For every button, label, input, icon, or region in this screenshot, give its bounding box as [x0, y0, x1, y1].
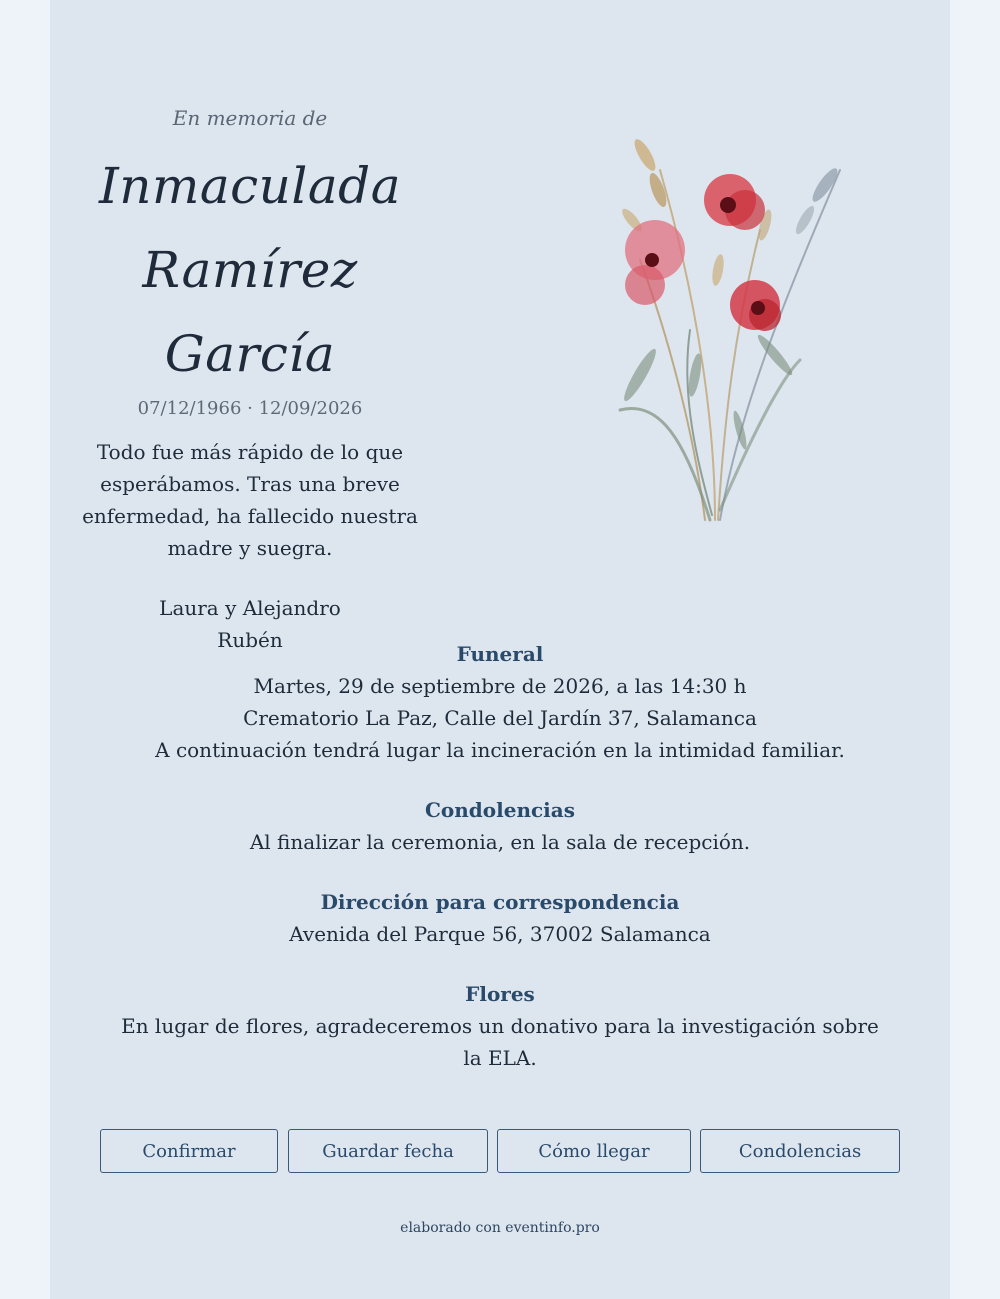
flowers-section — [50, 978, 950, 1074]
confirm-button[interactable]: Confirmar — [100, 1129, 278, 1173]
mailing-address-section — [50, 886, 950, 950]
funeral-date: Martes, 29 de septiembre de 2026, a las 14:30 h — [253, 674, 747, 698]
funeral-title: Funeral — [456, 642, 544, 666]
event-details — [50, 638, 950, 1102]
poppy-flowers — [625, 174, 781, 331]
memorial-intro — [50, 100, 450, 656]
signer-line: Rubén — [217, 628, 283, 652]
flowers-title: Flores — [465, 982, 535, 1006]
funeral-section — [50, 638, 950, 766]
funeral-note: A continuación tendrá lugar la incineración en la intimidad familiar. — [155, 738, 845, 762]
funeral-location: Crematorio La Paz, Calle del Jardín 37, Salamanca — [243, 706, 757, 730]
action-buttons — [100, 1129, 900, 1175]
family-message: Todo fue más rápido de lo que esperábamos. Tras una breve enfermedad, ha fallecido nuestra madre y suegra. — [82, 440, 418, 560]
flowers-info: En lugar de flores, agradeceremos un donativo para la investigación sobre la ELA. — [121, 1014, 879, 1070]
green-leaves — [620, 332, 796, 450]
save-date-button[interactable]: Guardar fecha — [288, 1129, 488, 1173]
signer-line: Laura y Alejandro — [159, 596, 341, 620]
flower-bouquet-illustration — [600, 110, 870, 530]
in-memory-label: En memoria de — [172, 106, 328, 130]
condolences-info: Al finalizar la ceremonia, en la sala de recepción. — [249, 830, 751, 854]
condolences-button[interactable]: Condolencias — [700, 1129, 900, 1173]
mailing-address: Avenida del Parque 56, 37002 Salamanca — [289, 922, 711, 946]
deceased-last-name: Ramírez García — [142, 241, 358, 383]
footer-credit[interactable]: elaborado con eventinfo.pro — [400, 1220, 600, 1236]
life-dates: 07/12/1966 · 12/09/2026 — [137, 398, 363, 419]
deceased-first-name: Inmaculada — [99, 157, 401, 215]
directions-button[interactable]: Cómo llegar — [497, 1129, 691, 1173]
condolences-title: Condolencias — [425, 798, 575, 822]
mailing-address-title: Dirección para correspondencia — [320, 890, 680, 914]
condolences-section — [50, 794, 950, 858]
